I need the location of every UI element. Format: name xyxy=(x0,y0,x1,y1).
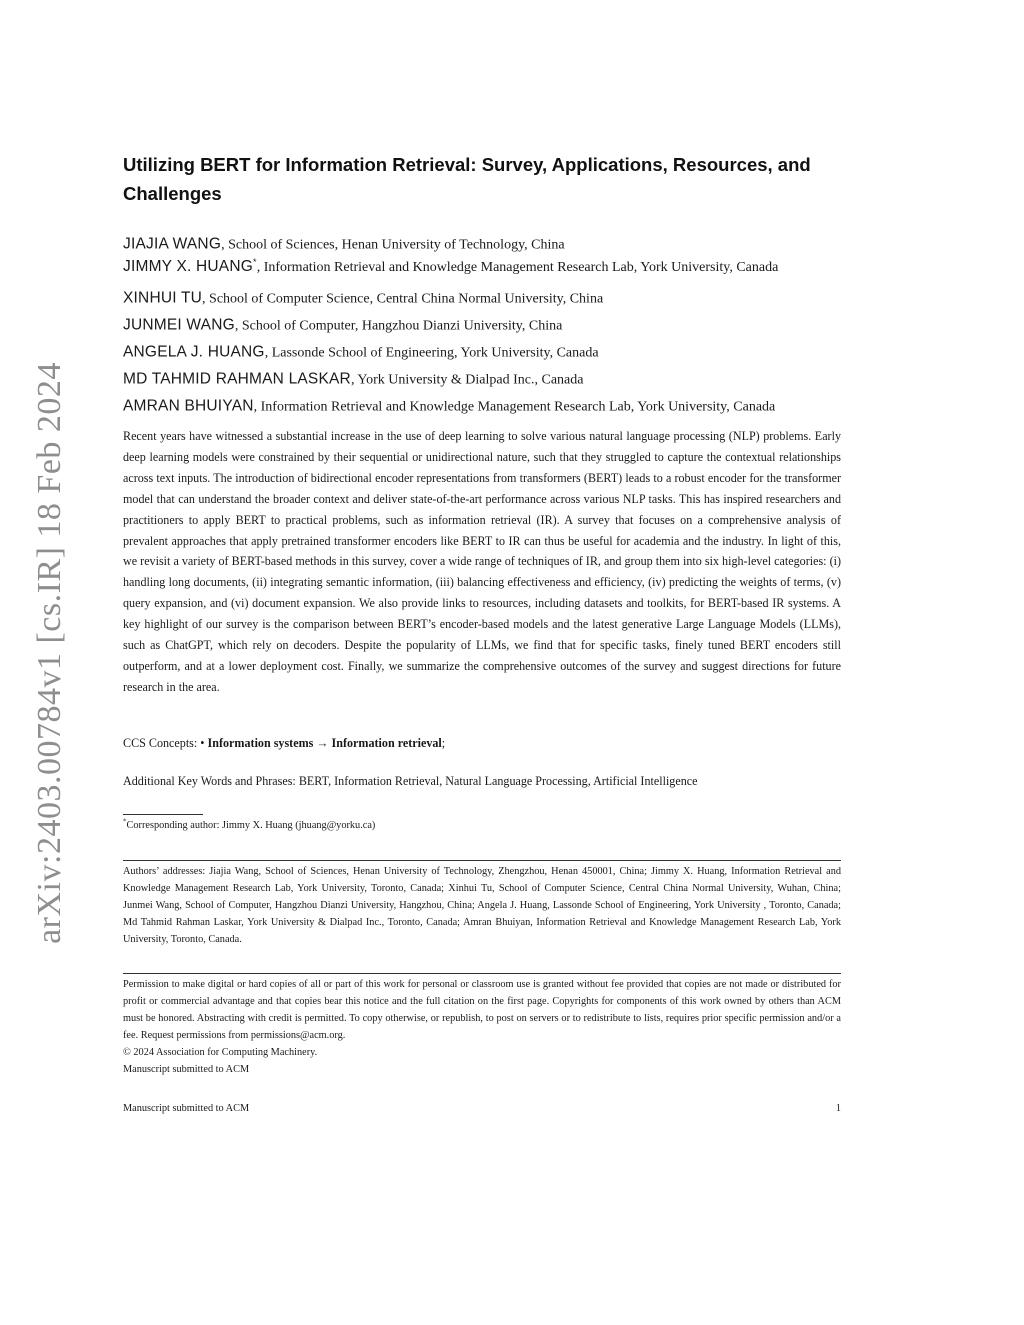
author-name: JUNMEI WANG xyxy=(123,316,235,334)
author-entry xyxy=(123,334,841,361)
author-affiliation: , School of Computer Science, Central China Normal University, China xyxy=(202,291,604,307)
manuscript-note: Manuscript submitted to ACM xyxy=(123,1064,250,1075)
page-number: 1 xyxy=(835,1103,841,1114)
author-affiliation: , Information Retrieval and Knowledge Management Research Lab, York University, Canada xyxy=(253,399,776,415)
author-list xyxy=(123,226,841,415)
ccs-concepts xyxy=(123,734,841,752)
author-entry xyxy=(123,280,841,307)
ccs-prefix: CCS Concepts: • xyxy=(123,736,208,750)
author-entry xyxy=(123,361,841,388)
abstract-paragraph: Recent years have witnessed a substantial increase in the use of deep learning to solve various natural language processing (NLP) problems. Early deep learning models were constrained by their sequential or unidirectional nature, such that they struggled to capture the contextual relationships across text inputs. The introduction of bidirectional encoder representations from transformers (BERT) leads to a robust encoder for the transformer model that can understand the broader context and deliver state-of-the-art performance across various NLP tasks. This has inspired researchers and practitioners to apply BERT to practical problems, such as information retrieval (IR). A survey that focuses on a comprehensive analysis of prevalent approaches that apply pretrained transformer encoders like BERT to IR can thus be useful for academia and the industry. In light of this, we revisit a variety of BERT-based methods in this survey, cover a wide range of techniques of IR, and group them into six high-level categories: (i) handling long documents, (ii) integrating semantic information, (iii) balancing effectiveness and efficiency, (iv) predicting the weights of terms, (v) query expansion, and (vi) document expansion. We also provide links to resources, including datasets and toolkits, for BERT-based IR systems. A key highlight of our survey is the comparison between BERT’s encoder-based models and the latest generative Large Language Models (LLMs), such as ChatGPT, which rely on decoders. Despite the popularity of LLMs, we find that for specific tasks, finely tuned BERT encoders still outperform, and at a lower deployment cost. Finally, we summarize the comprehensive outcomes of the survey and suggest directions for future research in the area. xyxy=(123,429,841,694)
author-name-text: JIMMY X. HUANG xyxy=(123,258,253,275)
author-affiliation: , York University & Dialpad Inc., Canada xyxy=(350,372,584,388)
authors-addresses: Authors’ addresses: Jiajia Wang, School of Sciences, Henan University of Technology, Zhengzhou, Henan 450001, China; Jimmy X. Huang, Information Retrieval and Knowledge Management Research Lab, York University, Toronto, Canada; Xinhui Tu, School of Computer Science, Central China Normal University, Wuhan, China; Junmei Wang, School of Computer, Hangzhou Dianzi University, Hangzhou, China; Angela J. Huang, Lassonde School of Engineering, York University , Toronto, Canada; Md Tahmid Rahman Laskar, York University & Dialpad Inc., Toronto, Canada; Amran Bhuiyan, Information Retrieval and Knowledge Management Research Lab, York University, Toronto, Canada. xyxy=(123,866,841,945)
author-name: ANGELA J. HUANG xyxy=(123,343,265,361)
author-name: XINHUI TU xyxy=(123,289,203,307)
author-entry xyxy=(123,388,841,415)
arxiv-identifier-stamp xyxy=(26,362,74,944)
author-entry xyxy=(123,226,841,253)
author-entry xyxy=(123,253,841,280)
ccs-subconcept: Information retrieval xyxy=(331,736,442,750)
permission-notice: Permission to make digital or hard copies of all or part of this work for personal or classroom use is granted without fee provided that copies are not made or distributed for profit or commercial advantage and that copies bear this notice and the full citation on the first page. Copyrights for components of this work owned by others than ACM must be honored. Abstracting with credit is permitted. To copy otherwise, or republish, to post on servers or to redistribute to lists, requires prior specific permission and/or a fee. Request permissions from permissions@acm.org. xyxy=(123,979,841,1041)
copyright-line: © 2024 Association for Computing Machinery. xyxy=(123,1047,318,1058)
author-entry xyxy=(123,307,841,334)
author-affiliation: , Information Retrieval and Knowledge Management Research Lab, York University, Canada xyxy=(256,260,779,275)
author-name: AMRAN BHUIYAN xyxy=(123,397,254,415)
ccs-suffix: ; xyxy=(441,736,446,750)
author-affiliation: , School of Sciences, Henan University of Technology, China xyxy=(221,237,565,253)
addresses-divider xyxy=(123,860,841,861)
footnote-text: Corresponding author: Jimmy X. Huang (jhuang@yorku.ca) xyxy=(126,820,376,831)
page-footer xyxy=(123,1101,841,1117)
ccs-concept: Information systems xyxy=(207,736,314,750)
footer-left-text: Manuscript submitted to ACM xyxy=(123,1103,250,1114)
ccs-arrow: → xyxy=(313,736,332,750)
arxiv-identifier-text: arXiv:2403.00784v1 [cs.IR] 18 Feb 2024 xyxy=(31,362,68,944)
corresponding-author-footnote xyxy=(123,818,841,834)
author-footnote-mark: * xyxy=(252,256,257,267)
author-name: JIAJIA WANG xyxy=(123,235,222,253)
paper-title: Utilizing BERT for Information Retrieval: Survey, Applications, Resources, and Challenges xyxy=(123,154,811,204)
footnote-divider xyxy=(123,814,203,815)
author-name xyxy=(123,258,257,275)
additional-keywords: Additional Key Words and Phrases: BERT, Information Retrieval, Natural Language Processing, Artificial Intelligence xyxy=(123,774,698,788)
author-name: MD TAHMID RAHMAN LASKAR xyxy=(123,370,351,388)
author-affiliation: , Lassonde School of Engineering, York University, Canada xyxy=(264,345,599,361)
permission-divider xyxy=(123,973,841,974)
footnote-mark: * xyxy=(123,817,127,826)
author-affiliation: , School of Computer, Hangzhou Dianzi University, China xyxy=(234,318,563,334)
